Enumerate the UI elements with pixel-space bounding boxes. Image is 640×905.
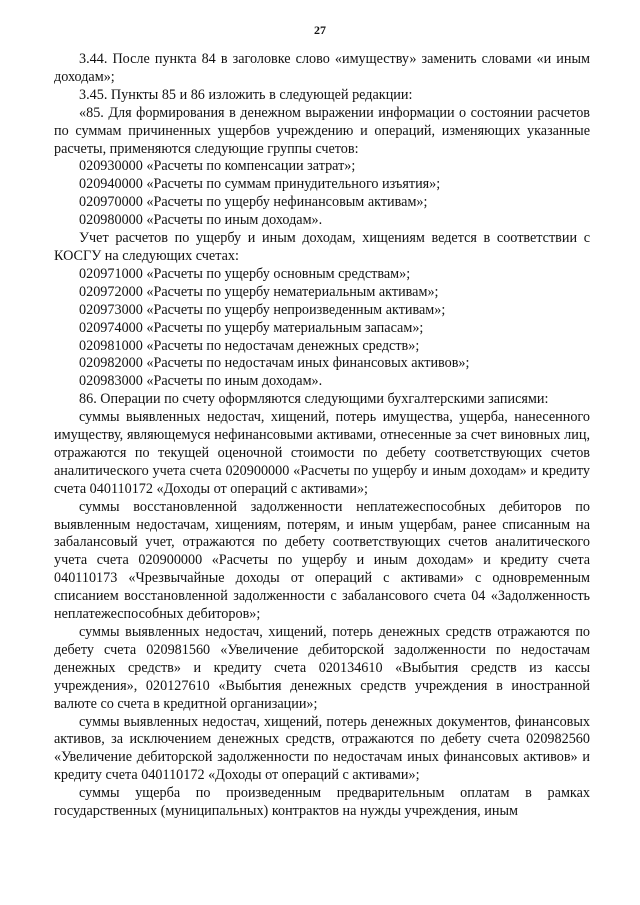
paragraph-kosgu-intro: Учет расчетов по ущербу и иным доходам, хищениям ведется в соответствии с КОСГУ на следующих счетах: — [54, 230, 590, 264]
page-number: 27 — [314, 23, 326, 37]
account-line: 020974000 «Расчеты по ущербу материальным запасам»; — [79, 319, 424, 336]
entry-paragraph: суммы выявленных недостач, хищений, потерь имущества, ущерба, нанесенного имуществу, являющемуся нефинансовыми активами, отнесенные за счет виновных лиц, отражаются по текущей оценочной стоимости по дебету соответствующих счетов аналитического учета счета 020900000 «Расчеты по ущербу и иным доходам» и кредиту счета 040110172 «Доходы от операций с активами»; — [54, 409, 590, 497]
document-body — [54, 51, 590, 821]
account-line: 020972000 «Расчеты по ущербу нематериальным активам»; — [79, 283, 439, 300]
paragraph-3-44: 3.44. После пункта 84 в заголовке слово «имуществу» заменить словами «и иным доходам»; — [54, 51, 590, 85]
entry-paragraph: суммы выявленных недостач, хищений, потерь денежных документов, финансовых активов, за исключением денежных средств, отражаются по дебету счета 020982560 «Увеличение дебиторской задолженности по недостачам иных финансовых активов» и кредиту счета 040110172 «Доходы от операций с активами»; — [54, 713, 590, 784]
entry-paragraph: суммы ущерба по произведенным предварительным оплатам в рамках государственных (муниципальных) контрактов на нужды учреждения, иным — [54, 785, 590, 820]
account-line: 020980000 «Расчеты по иным доходам». — [79, 212, 323, 229]
paragraph-85-intro: «85. Для формирования в денежном выражении информации о состоянии расчетов по суммам причиненных ущербов учреждению и операций, изменяющих указанные расчеты, применяются следующие группы счетов: — [54, 104, 590, 157]
account-line: 020973000 «Расчеты по ущербу непроизведенным активам»; — [79, 301, 446, 318]
account-line: 020930000 «Расчеты по компенсации затрат»; — [79, 158, 356, 175]
entry-paragraph: суммы выявленных недостач, хищений, потерь денежных средств отражаются по дебету счета 020981560 «Увеличение дебиторской задолженности по недостачам денежных средств» и кредиту счета 020134610 «Выбытия средств из кассы учреждения», 020127610 «Выбытия денежных средств учреждения в иностранной валюте со счета в кредитной организации»; — [54, 624, 590, 712]
entry-paragraph: суммы восстановленной задолженности неплатежеспособных дебиторов по выявленным недостачам, хищениям, потерям, и иным ущербам, ранее списанным на забалансовый учет, отражаются по дебету соответствующих счетов аналитического учета счета 020900000 «Расчеты по ущербу и иным доходам» и кредиту счета 040110173 «Чрезвычайные доходы от операций с активами» с одновременным списанием восстановленной задолженности с забалансового счета 04 «Задолженность неплатежеспособных дебиторов»; — [54, 498, 590, 623]
account-line: 020981000 «Расчеты по недостачам денежных средств»; — [79, 337, 420, 354]
paragraph-86-intro: 86. Операции по счету оформляются следующими бухгалтерскими записями: — [79, 391, 549, 408]
account-line: 020940000 «Расчеты по суммам принудительного изъятия»; — [79, 176, 441, 193]
account-line: 020982000 «Расчеты по недостачам иных финансовых активов»; — [79, 355, 470, 372]
paragraph-3-45: 3.45. Пункты 85 и 86 изложить в следующей редакции: — [79, 86, 413, 103]
account-line: 020970000 «Расчеты по ущербу нефинансовым активам»; — [79, 194, 428, 211]
account-line: 020971000 «Расчеты по ущербу основным средствам»; — [79, 265, 411, 282]
account-line: 020983000 «Расчеты по иным доходам». — [79, 373, 323, 390]
